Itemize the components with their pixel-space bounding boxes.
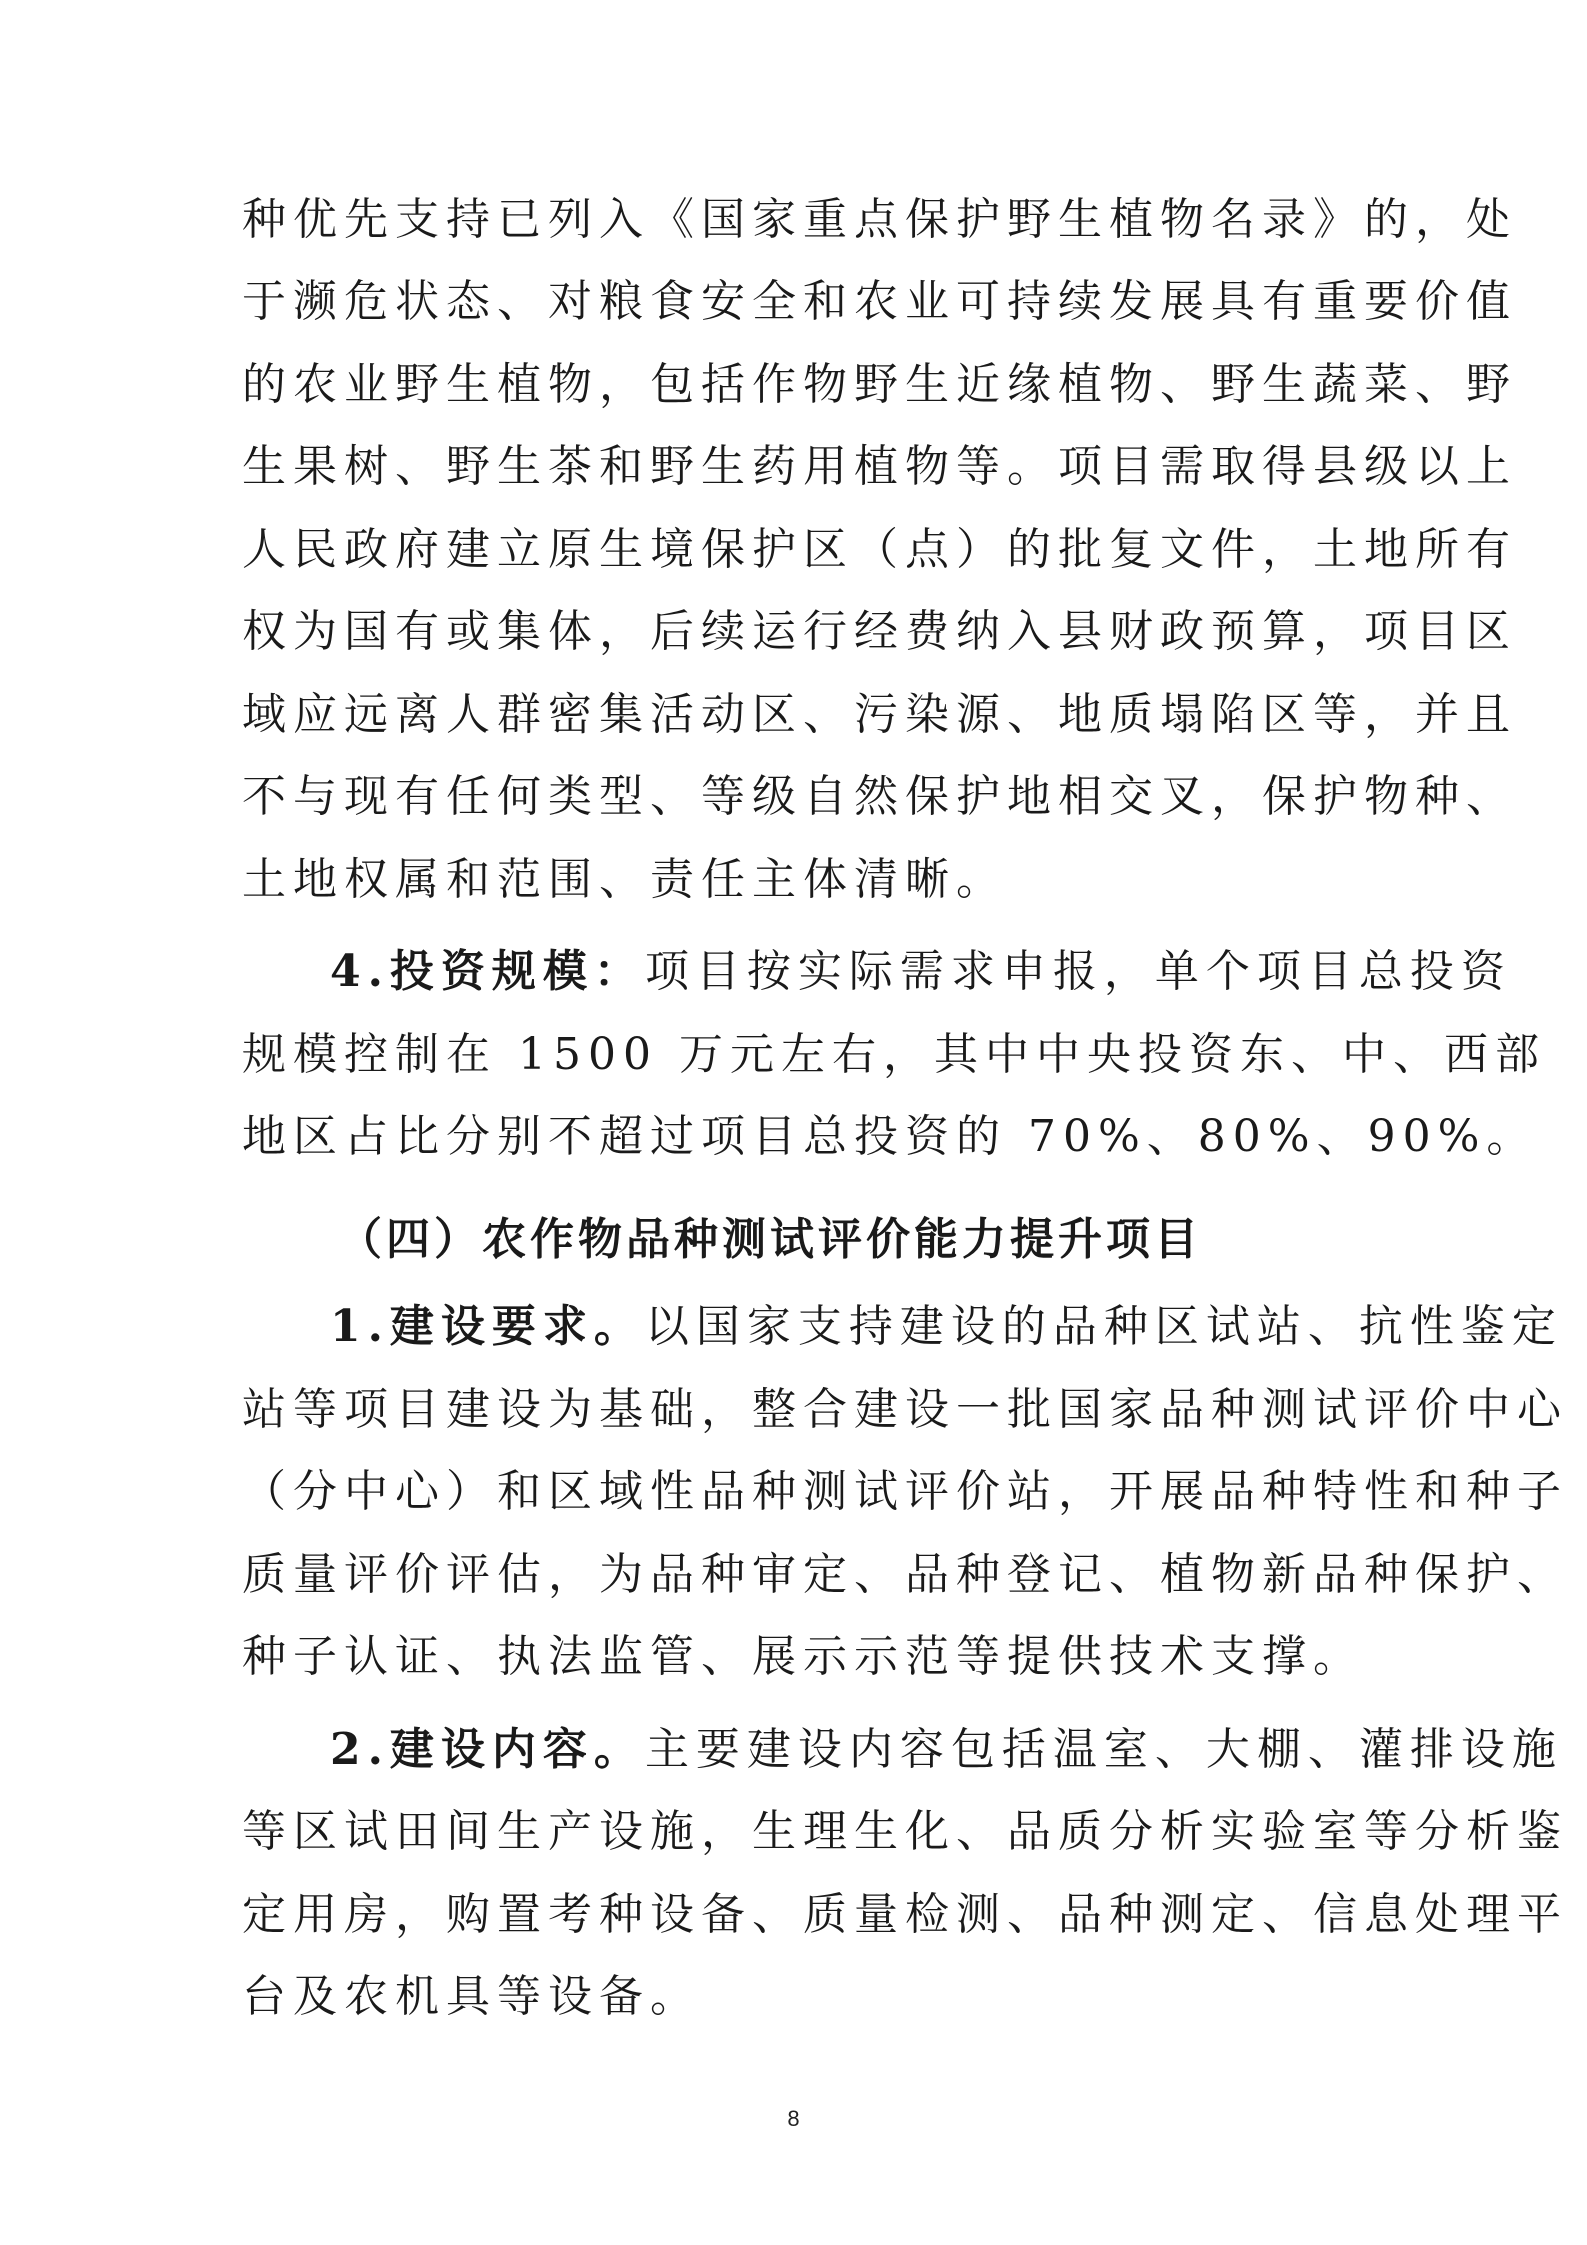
construction-requirements-label: 1.建设要求。 bbox=[330, 1301, 645, 1352]
body-line: 种子认证、执法监管、展示示范等提供技术支撑。 bbox=[242, 1631, 1364, 1682]
paragraph-construction-content bbox=[330, 1720, 1563, 1780]
page-number: 8 bbox=[787, 2106, 800, 2131]
body-line: 不与现有任何类型、等级自然保护地相交叉，保护物种、 bbox=[242, 771, 1517, 822]
body-line: 于濒危状态、对粮食安全和农业可持续发展具有重要价值 bbox=[242, 276, 1517, 327]
construction-content-text: 主要建设内容包括温室、大棚、灌排设施 bbox=[644, 1724, 1563, 1775]
investment-scale-text: 项目按实际需求申报，单个项目总投资 bbox=[644, 946, 1512, 997]
body-line: 定用房，购置考种设备、质量检测、品种测定、信息处理平 bbox=[242, 1889, 1568, 1940]
body-line: 生果树、野生茶和野生药用植物等。项目需取得县级以上 bbox=[242, 441, 1517, 492]
body-line: （分中心）和区域性品种测试评价站，开展品种特性和种子 bbox=[242, 1466, 1568, 1517]
paragraph-investment-scale bbox=[330, 942, 1512, 1002]
section-heading: （四）农作物品种测试评价能力提升项目 bbox=[338, 1214, 1202, 1265]
investment-scale-label: 4.投资规模： bbox=[330, 946, 645, 997]
body-line: 质量评价评估，为品种审定、品种登记、植物新品种保护、 bbox=[242, 1549, 1568, 1600]
body-line: 域应远离人群密集活动区、污染源、地质塌陷区等，并且 bbox=[242, 689, 1517, 740]
paragraph-construction-requirements bbox=[330, 1297, 1563, 1357]
body-line: 人民政府建立原生境保护区（点）的批复文件，土地所有 bbox=[242, 524, 1517, 575]
body-line: 的农业野生植物，包括作物野生近缘植物、野生蔬菜、野 bbox=[242, 359, 1517, 410]
body-line: 权为国有或集体，后续运行经费纳入县财政预算，项目区 bbox=[242, 606, 1517, 657]
body-line: 土地权属和范围、责任主体清晰。 bbox=[242, 854, 1007, 905]
construction-content-label: 2.建设内容。 bbox=[330, 1724, 645, 1775]
body-line: 规模控制在 1500 万元左右，其中中央投资东、中、西部 bbox=[242, 1029, 1546, 1080]
body-line: 种优先支持已列入《国家重点保护野生植物名录》的，处 bbox=[242, 194, 1517, 245]
body-line: 台及农机具等设备。 bbox=[242, 1971, 701, 2022]
body-line: 等区试田间生产设施，生理生化、品质分析实验室等分析鉴 bbox=[242, 1806, 1568, 1857]
body-line: 地区占比分别不超过项目总投资的 70%、80%、90%。 bbox=[242, 1111, 1538, 1162]
construction-requirements-text: 以国家支持建设的品种区试站、抗性鉴定 bbox=[644, 1301, 1563, 1352]
body-line: 站等项目建设为基础，整合建设一批国家品种测试评价中心 bbox=[242, 1384, 1568, 1435]
